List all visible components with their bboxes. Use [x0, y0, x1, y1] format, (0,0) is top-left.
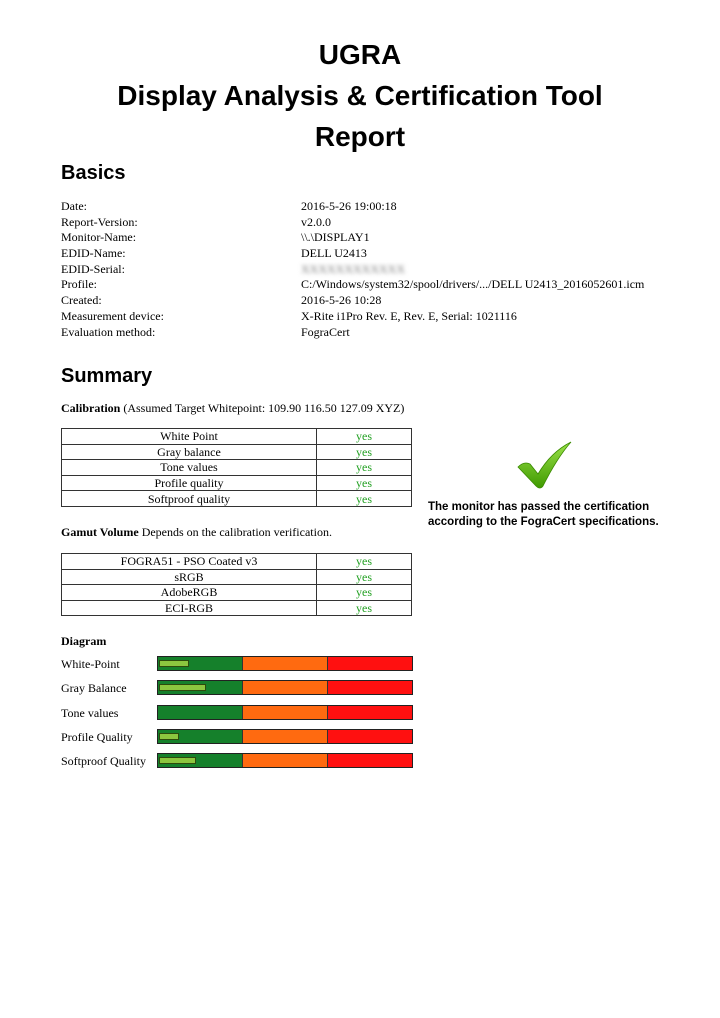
basics-value: 2016-5-26 19:00:18 [301, 199, 397, 213]
bar-warn-zone [242, 657, 327, 670]
quality-bar [157, 729, 413, 744]
bar-indicator [159, 684, 206, 691]
bar-good-zone [158, 706, 242, 719]
bar-bad-zone [327, 681, 412, 694]
basics-row-measurement-device [61, 309, 681, 325]
title-line-1: UGRA [318, 39, 402, 70]
basics-row-monitor-name [61, 230, 681, 246]
calibration-label: Calibration [61, 401, 121, 415]
basics-row-created [61, 293, 681, 309]
summary-heading: Summary [61, 365, 153, 387]
basics-value: v2.0.0 [301, 214, 331, 229]
bar-bad-zone [327, 706, 412, 719]
gamut-caption [61, 525, 332, 540]
title-line-3: Report [314, 121, 406, 152]
table-row [62, 429, 412, 445]
basics-heading: Basics [61, 162, 126, 184]
table-row [62, 585, 412, 601]
diagram-caption [61, 634, 106, 649]
basics-key: Date: [61, 199, 87, 213]
basics-row-date [61, 199, 681, 215]
bar-bad-zone [327, 730, 412, 743]
quality-bar [157, 753, 413, 768]
diagram-row-tone-values [61, 705, 416, 721]
basics-key: Evaluation method: [61, 324, 156, 339]
table-row [62, 491, 412, 507]
row-result: yes [317, 475, 412, 491]
quality-bar [157, 680, 413, 695]
basics-key: Monitor-Name: [61, 230, 137, 245]
table-row [62, 569, 412, 585]
row-name: White Point [62, 429, 317, 445]
row-result: yes [317, 585, 412, 601]
diagram-label: Diagram [61, 634, 107, 648]
basics-key: Report-Version: [61, 214, 138, 229]
bar-bad-zone [327, 657, 412, 670]
diagram-row-label: Softproof Quality [61, 754, 146, 768]
row-result: yes [317, 569, 412, 585]
basics-row-edid-name [61, 246, 681, 262]
quality-bar [157, 705, 413, 720]
basics-key: Created: [61, 293, 102, 308]
bar-indicator [159, 660, 189, 667]
basics-key: EDID-Name: [61, 246, 126, 261]
row-name: Softproof quality [62, 491, 317, 507]
passed-message: The monitor has passed the certification according to the FograCert specifications. [428, 501, 659, 528]
diagram-row-label: White-Point [61, 657, 120, 671]
quality-bar [157, 656, 413, 671]
basics-value: X-Rite i1Pro Rev. E, Rev. E, Serial: 1021116 [301, 308, 517, 323]
table-row [62, 554, 412, 570]
bar-indicator [159, 733, 179, 740]
bar-warn-zone [242, 706, 327, 719]
bar-warn-zone [242, 754, 327, 767]
row-result: yes [317, 491, 412, 507]
row-name: sRGB [62, 569, 317, 585]
diagram-row-label: Tone values [61, 706, 119, 720]
basics-value: C:/Windows/system32/spool/drivers/.../DELL U2413_2016052601.icm [301, 277, 645, 292]
basics-value: DELL U2413 [301, 246, 367, 261]
diagram-row-label: Profile Quality [61, 730, 133, 744]
row-result: yes [317, 554, 412, 570]
row-name: ECI-RGB [62, 600, 317, 616]
row-name: Gray balance [62, 444, 317, 460]
diagram-row-profile-quality [61, 729, 416, 745]
basics-key: EDID-Serial: [61, 261, 125, 276]
basics-row-evaluation-method [61, 325, 681, 341]
calibration-table [61, 428, 412, 507]
basics-value: \\.\DISPLAY1 [301, 230, 370, 245]
gamut-table [61, 553, 412, 616]
table-row [62, 475, 412, 491]
calibration-text: (Assumed Target Whitepoint: 109.90 116.50 127.09 XYZ) [120, 401, 405, 415]
table-row [62, 444, 412, 460]
basics-value: FograCert [301, 324, 350, 339]
row-name: AdobeRGB [62, 585, 317, 601]
diagram-row-softproof-quality [61, 753, 416, 769]
bar-indicator [159, 757, 196, 764]
table-row [62, 600, 412, 616]
bar-warn-zone [242, 681, 327, 694]
row-result: yes [317, 429, 412, 445]
row-name: FOGRA51 - PSO Coated v3 [62, 554, 317, 570]
basics-row-profile [61, 277, 681, 293]
bar-bad-zone [327, 754, 412, 767]
row-result: yes [317, 444, 412, 460]
gamut-label: Gamut Volume [61, 525, 139, 539]
diagram-row-gray-balance [61, 680, 416, 696]
basics-row-edid-serial [61, 262, 681, 278]
title-line-2: Display Analysis & Certification Tool [117, 80, 603, 111]
basics-value: 2016-5-26 10:28 [301, 293, 382, 308]
basics-row-report-version [61, 215, 681, 231]
diagram-row-white-point [61, 656, 416, 672]
basics-key: Measurement device: [61, 308, 164, 323]
diagram-row-label: Gray Balance [61, 681, 127, 695]
gamut-text: Depends on the calibration verification. [138, 525, 332, 539]
row-result: yes [317, 600, 412, 616]
row-name: Profile quality [62, 475, 317, 491]
checkmark-icon [515, 440, 575, 490]
basics-list [61, 199, 681, 340]
bar-warn-zone [242, 730, 327, 743]
basics-key: Profile: [61, 277, 97, 292]
row-name: Tone values [62, 460, 317, 476]
table-row [62, 460, 412, 476]
row-result: yes [317, 460, 412, 476]
report-title [0, 34, 720, 157]
basics-value-blurred: XXXXXXXXXXXX [301, 261, 405, 276]
calibration-caption [61, 401, 404, 416]
